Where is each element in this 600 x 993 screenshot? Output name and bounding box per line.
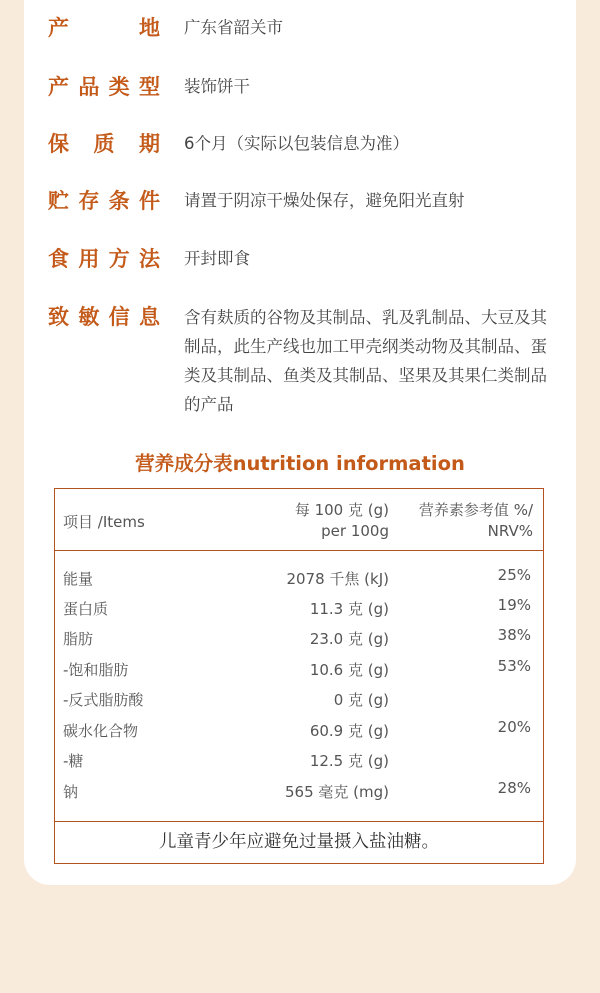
info-row-shelf-life bbox=[48, 130, 560, 158]
header-per-line1: 每 100 克 (g) bbox=[294, 501, 389, 519]
row-item: 钠 bbox=[63, 783, 79, 801]
table-row bbox=[55, 720, 543, 750]
header-nrv-line1: 营养素参考值 %/ bbox=[418, 501, 533, 519]
nutrition-header bbox=[55, 489, 543, 551]
info-label: 食用方法 bbox=[48, 247, 160, 271]
row-amount: 565 毫克 (mg) bbox=[284, 783, 389, 801]
info-row-product-type bbox=[48, 73, 560, 101]
row-item: 能量 bbox=[63, 570, 94, 588]
row-amount: 60.9 克 (g) bbox=[309, 722, 389, 740]
row-item: 碳水化合物 bbox=[63, 722, 139, 740]
row-nrv: 25% bbox=[497, 566, 531, 584]
info-label: 产品类型 bbox=[48, 75, 160, 99]
table-row bbox=[55, 781, 543, 811]
row-nrv: 28% bbox=[497, 779, 531, 797]
nutrition-title: 营养成分表nutrition information bbox=[135, 452, 465, 475]
table-row bbox=[55, 750, 543, 780]
row-amount: 0 克 (g) bbox=[333, 691, 389, 709]
row-item: -反式脂肪酸 bbox=[63, 691, 144, 709]
info-row-allergen bbox=[48, 303, 560, 419]
info-value: 请置于阴凉干燥处保存，避免阳光直射 bbox=[184, 191, 465, 210]
header-nrv-line2: NRV% bbox=[487, 522, 533, 540]
row-item: 蛋白质 bbox=[63, 600, 109, 618]
table-row bbox=[55, 568, 543, 598]
info-value-allergen: 含有麸质的谷物及其制品、乳及乳制品、大豆及其制品，此生产线也加工甲壳纲类动物及其制品、蛋类及其制品、鱼类及其制品、坚果及其果仁类制品的产品 bbox=[184, 308, 547, 414]
row-amount: 11.3 克 (g) bbox=[309, 600, 389, 618]
row-amount: 10.6 克 (g) bbox=[309, 661, 389, 679]
row-amount: 12.5 克 (g) bbox=[309, 752, 389, 770]
info-value: 装饰饼干 bbox=[184, 77, 250, 96]
table-row bbox=[55, 598, 543, 628]
info-row-storage bbox=[48, 187, 560, 215]
header-nrv bbox=[419, 500, 533, 542]
header-per-100g bbox=[295, 500, 389, 542]
row-item: -饱和脂肪 bbox=[63, 661, 129, 679]
header-item: 项目 /Items bbox=[63, 513, 145, 531]
row-nrv: 53% bbox=[497, 657, 531, 675]
row-nrv: 19% bbox=[497, 596, 531, 614]
info-value: 广东省韶关市 bbox=[184, 18, 283, 37]
table-row bbox=[55, 689, 543, 719]
info-label: 贮存条件 bbox=[48, 189, 160, 213]
info-label: 产地 bbox=[48, 16, 160, 40]
row-nrv: 20% bbox=[497, 718, 531, 736]
info-row-origin bbox=[48, 14, 560, 42]
info-value: 开封即食 bbox=[184, 249, 250, 268]
nutrition-table bbox=[54, 488, 544, 864]
row-nrv: 38% bbox=[497, 626, 531, 644]
info-label: 致敏信息 bbox=[48, 305, 160, 329]
table-row bbox=[55, 628, 543, 658]
info-value: 6个月（实际以包装信息为准） bbox=[184, 134, 409, 153]
row-item: 脂肪 bbox=[63, 630, 94, 648]
table-row bbox=[55, 659, 543, 689]
info-label: 保质期 bbox=[48, 132, 160, 156]
row-item: -糖 bbox=[63, 752, 84, 770]
info-row-usage bbox=[48, 245, 560, 273]
nutrition-footer-note: 儿童青少年应避免过量摄入盐油糖。 bbox=[55, 821, 543, 863]
row-amount: 23.0 克 (g) bbox=[309, 630, 389, 648]
row-amount: 2078 千焦 (kJ) bbox=[286, 570, 389, 588]
header-per-line2: per 100g bbox=[321, 522, 389, 540]
